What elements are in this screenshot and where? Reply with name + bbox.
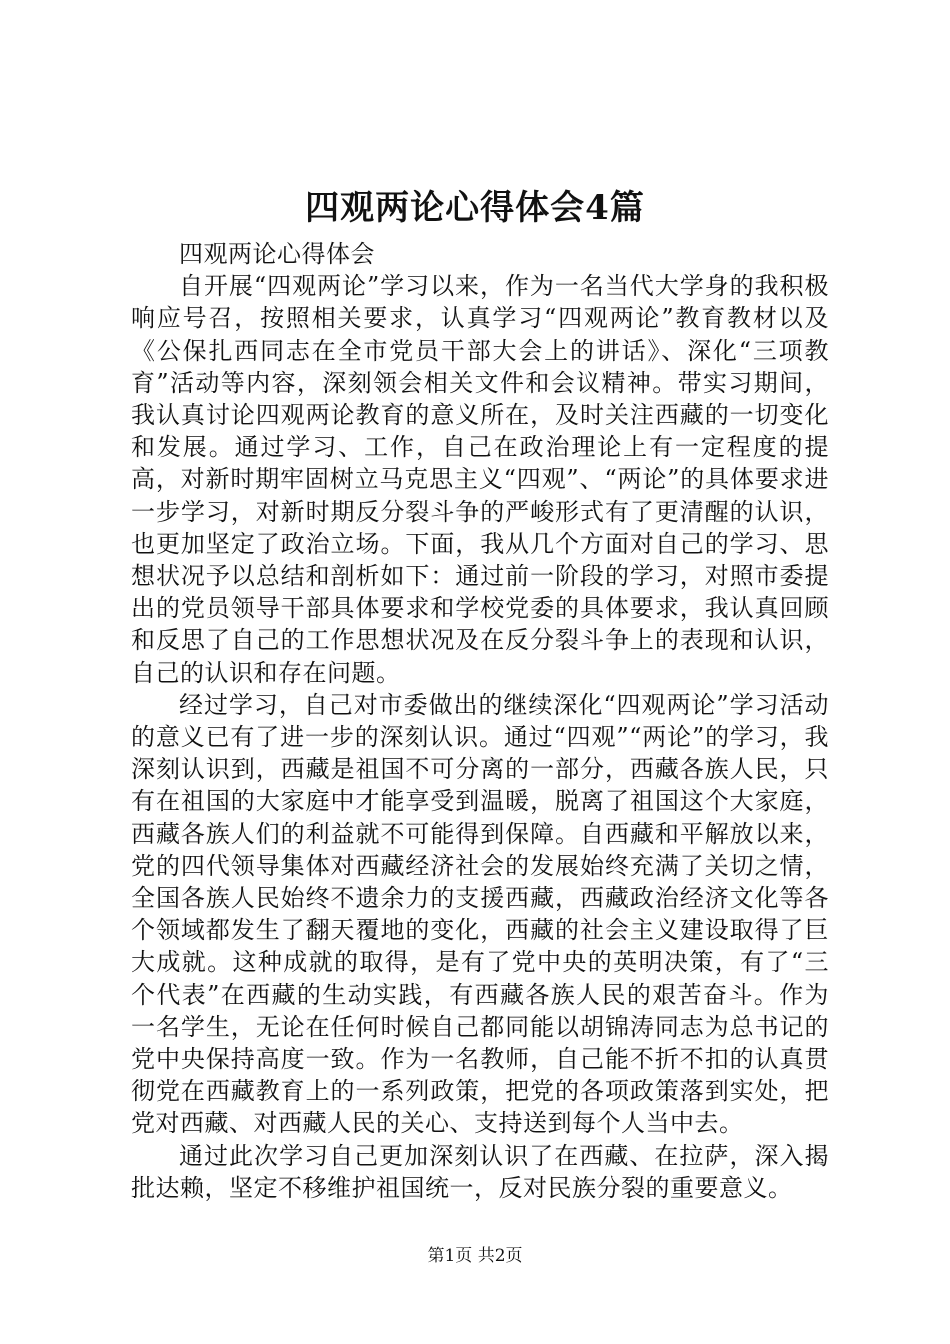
paragraph-1: 自开展“四观两论”学习以来，作为一名当代大学身的我积极响应号召，按照相关要求，认真学习“四观两论”教育教材以及《公保扎西同志在全市党员干部大会上的讲话》、深化“三项教育”活动等内容，深刻领会相关文件和会议精神。带实习期间，我认真讨论四观两论教育的意义所在，及时关注西藏的一切变化和发展。通过学习、工作，自己在政治理论上有一定程度的提高，对新时期牢固树立马克思主义“四观”、“两论”的具体要求进一步学习，对新时期反分裂斗争的严峻形式有了更清醒的认识，也更加坚定了政治立场。下面，我从几个方面对自己的学习、思想状况予以总结和剖析如下：通过前一阶段的学习，对照市委提出的党员领导干部具体要求和学校党委的具体要求，我认真回顾和反思了自己的工作思想状况及在反分裂斗争上的表现和认识，自己的认识和存在问题。 xyxy=(131,272,829,687)
document-title: 四观两论心得体会4篇 xyxy=(305,188,645,228)
document-subtitle: 四观两论心得体会 xyxy=(179,240,375,268)
document-body xyxy=(131,238,829,1204)
paragraph-2: 经过学习，自己对市委做出的继续深化“四观两论”学习活动的意义已有了进一步的深刻认识。通过“四观”“两论”的学习，我深刻认识到，西藏是祖国不可分离的一部分，西藏各族人民，只有在祖国的大家庭中才能享受到温暖，脱离了祖国这个大家庭，西藏各族人们的利益就不可能得到保障。自西藏和平解放以来，党的四代领导集体对西藏经济社会的发展始终充满了关切之情，全国各族人民始终不遗余力的支援西藏，西藏政治经济文化等各个领域都发生了翻天覆地的变化，西藏的社会主义建设取得了巨大成就。这种成就的取得，是有了党中央的英明决策，有了“三个代表”在西藏的生动实践，有西藏各族人民的艰苦奋斗。作为一名学生，无论在任何时候自己都同能以胡锦涛同志为总书记的党中央保持高度一致。作为一名教师，自己能不折不扣的认真贯彻党在西藏教育上的一系列政策，把党的各项政策落到实处，把党对西藏、对西藏人民的关心、支持送到每个人当中去。 xyxy=(131,690,829,1138)
page-number-footer: 第1页 共2页 xyxy=(427,1246,523,1266)
paragraph-3: 通过此次学习自己更加深刻认识了在西藏、在拉萨，深入揭批达赖，坚定不移维护祖国统一，反对民族分裂的重要意义。 xyxy=(131,1141,829,1202)
